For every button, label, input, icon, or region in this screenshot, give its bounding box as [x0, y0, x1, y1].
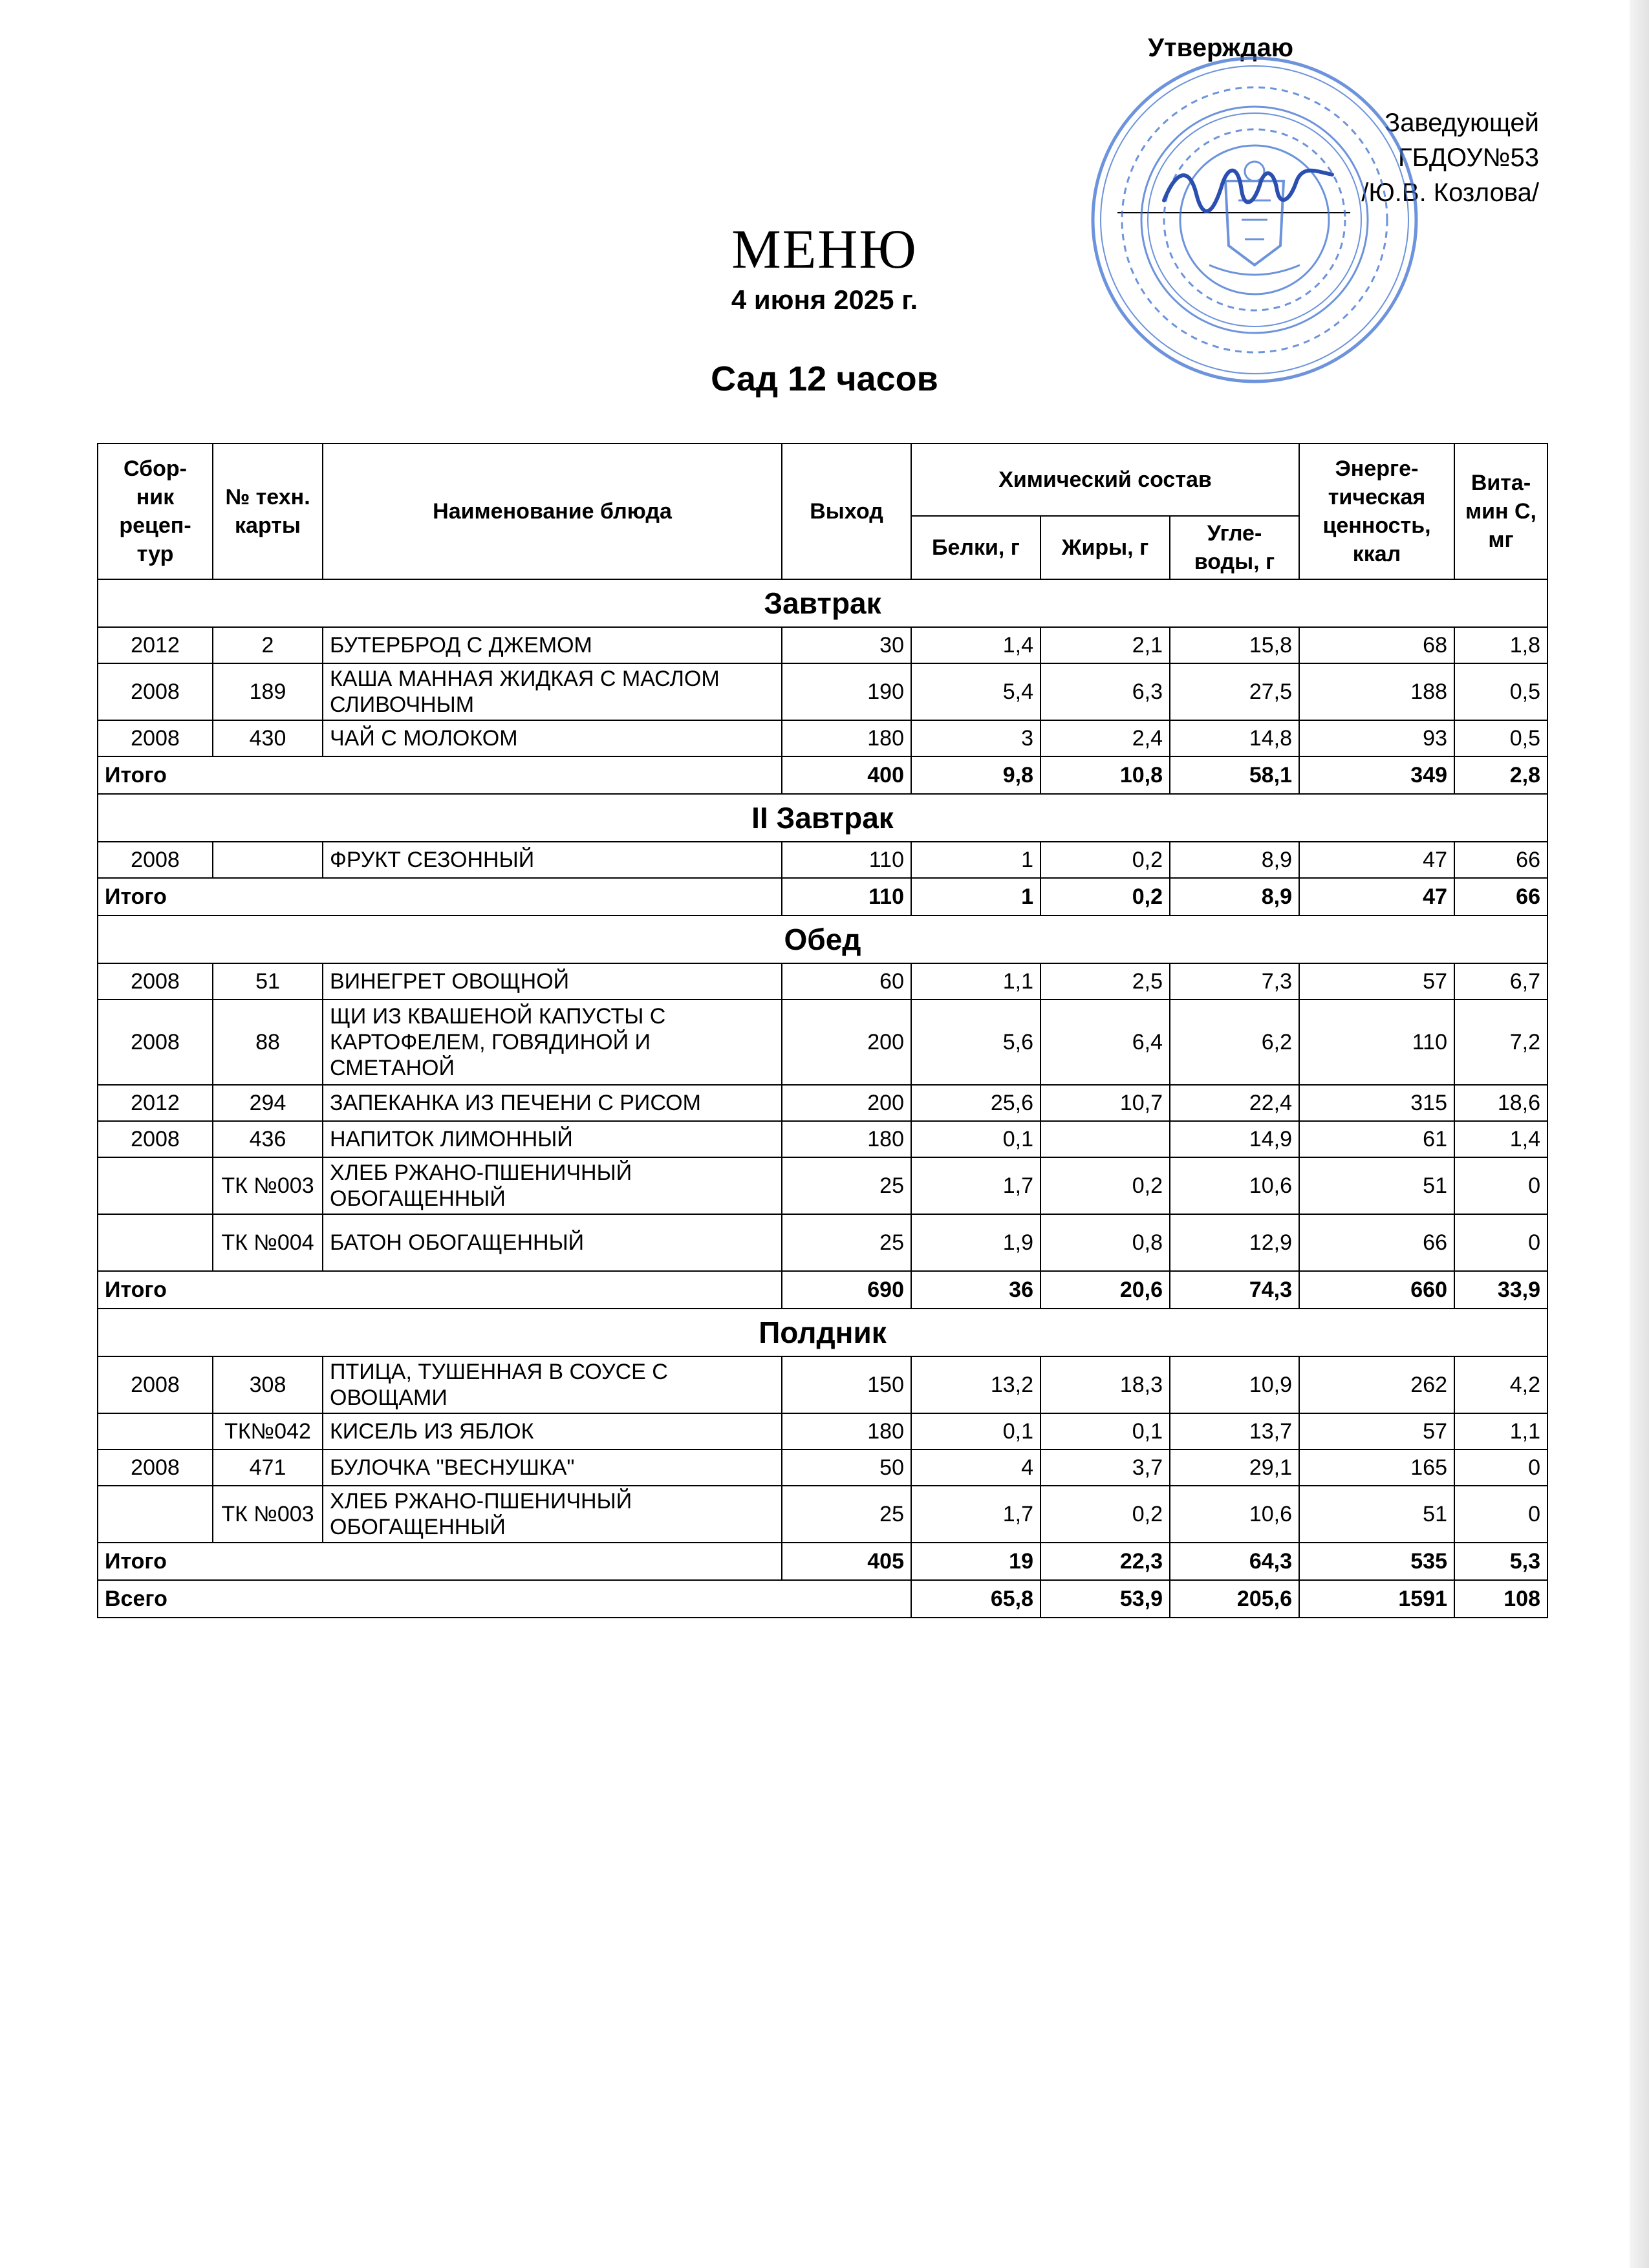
- cell-vitamin: 18,6: [1454, 1085, 1547, 1121]
- cell-collection: 2008: [98, 663, 213, 720]
- cell-vitamin: 7,2: [1454, 1000, 1547, 1085]
- table-row: [98, 963, 1547, 1000]
- grand-total-energy: 1591: [1299, 1580, 1454, 1618]
- cell-carbs: 7,3: [1170, 963, 1299, 1000]
- cell-protein: 4: [911, 1450, 1040, 1486]
- cell-vitamin: 4,2: [1454, 1356, 1547, 1413]
- cell-energy: 57: [1299, 963, 1454, 1000]
- total-label: Итого: [98, 756, 782, 794]
- cell-card: 2: [213, 627, 323, 663]
- section-title: Обед: [98, 915, 1547, 963]
- total-row: [98, 1543, 1547, 1580]
- total-energy: 660: [1299, 1271, 1454, 1309]
- cell-carbs: 12,9: [1170, 1214, 1299, 1271]
- cell-yield: 25: [782, 1214, 911, 1271]
- total-yield: 400: [782, 756, 911, 794]
- cell-fat: 0,2: [1040, 1157, 1170, 1214]
- cell-carbs: 10,6: [1170, 1486, 1299, 1543]
- cell-dish: НАПИТОК ЛИМОННЫЙ: [323, 1121, 782, 1157]
- cell-vitamin: 66: [1454, 842, 1547, 878]
- cell-yield: 150: [782, 1356, 911, 1413]
- col-vitamin: Вита-мин С, мг: [1454, 444, 1547, 579]
- section-row: [98, 1309, 1547, 1356]
- cell-carbs: 6,2: [1170, 1000, 1299, 1085]
- total-fat: 10,8: [1040, 756, 1170, 794]
- total-vitamin: 66: [1454, 878, 1547, 915]
- cell-protein: 0,1: [911, 1413, 1040, 1450]
- cell-vitamin: 0,5: [1454, 720, 1547, 756]
- cell-energy: 47: [1299, 842, 1454, 878]
- cell-dish: БАТОН ОБОГАЩЕННЫЙ: [323, 1214, 782, 1271]
- cell-collection: [98, 1157, 213, 1214]
- cell-vitamin: 6,7: [1454, 963, 1547, 1000]
- cell-fat: 6,3: [1040, 663, 1170, 720]
- table-row: [98, 1000, 1547, 1085]
- total-protein: 1: [911, 878, 1040, 915]
- table-row: [98, 1450, 1547, 1486]
- cell-collection: 2012: [98, 627, 213, 663]
- total-energy: 349: [1299, 756, 1454, 794]
- cell-collection: [98, 1214, 213, 1271]
- cell-protein: 1,4: [911, 627, 1040, 663]
- total-label: Итого: [98, 878, 782, 915]
- total-carbs: 58,1: [1170, 756, 1299, 794]
- cell-fat: [1040, 1121, 1170, 1157]
- cell-energy: 66: [1299, 1214, 1454, 1271]
- cell-dish: КИСЕЛЬ ИЗ ЯБЛОК: [323, 1413, 782, 1450]
- cell-carbs: 15,8: [1170, 627, 1299, 663]
- total-carbs: 8,9: [1170, 878, 1299, 915]
- scan-edge: [1630, 0, 1649, 2268]
- cell-fat: 10,7: [1040, 1085, 1170, 1121]
- cell-fat: 2,5: [1040, 963, 1170, 1000]
- cell-carbs: 22,4: [1170, 1085, 1299, 1121]
- cell-dish: ЗАПЕКАНКА ИЗ ПЕЧЕНИ С РИСОМ: [323, 1085, 782, 1121]
- cell-card: 430: [213, 720, 323, 756]
- cell-yield: 25: [782, 1486, 911, 1543]
- cell-carbs: 14,9: [1170, 1121, 1299, 1157]
- approval-title: Утверждаю: [1148, 34, 1293, 62]
- col-energy: Энерге-тическая ценность, ккал: [1299, 444, 1454, 579]
- table-row: [98, 627, 1547, 663]
- cell-vitamin: 1,8: [1454, 627, 1547, 663]
- cell-card: [213, 842, 323, 878]
- section-title: Полдник: [98, 1309, 1547, 1356]
- cell-energy: 51: [1299, 1157, 1454, 1214]
- total-row: [98, 1271, 1547, 1309]
- cell-energy: 315: [1299, 1085, 1454, 1121]
- cell-card: ТК №004: [213, 1214, 323, 1271]
- cell-protein: 1,1: [911, 963, 1040, 1000]
- cell-carbs: 8,9: [1170, 842, 1299, 878]
- cell-collection: 2008: [98, 1121, 213, 1157]
- cell-protein: 0,1: [911, 1121, 1040, 1157]
- cell-collection: 2008: [98, 1000, 213, 1085]
- cell-energy: 61: [1299, 1121, 1454, 1157]
- grand-total-carbs: 205,6: [1170, 1580, 1299, 1618]
- approval-signer: /Ю.В. Козлова/: [1361, 178, 1539, 207]
- total-yield: 405: [782, 1543, 911, 1580]
- cell-collection: 2008: [98, 963, 213, 1000]
- col-protein: Белки, г: [911, 516, 1040, 579]
- cell-fat: 3,7: [1040, 1450, 1170, 1486]
- cell-fat: 2,1: [1040, 627, 1170, 663]
- cell-yield: 30: [782, 627, 911, 663]
- cell-yield: 190: [782, 663, 911, 720]
- cell-carbs: 10,9: [1170, 1356, 1299, 1413]
- cell-collection: 2008: [98, 1356, 213, 1413]
- total-carbs: 74,3: [1170, 1271, 1299, 1309]
- section-row: [98, 579, 1547, 627]
- cell-yield: 200: [782, 1000, 911, 1085]
- cell-yield: 110: [782, 842, 911, 878]
- cell-dish: ХЛЕБ РЖАНО-ПШЕНИЧНЫЙ ОБОГАЩЕННЫЙ: [323, 1157, 782, 1214]
- cell-collection: [98, 1413, 213, 1450]
- cell-fat: 0,2: [1040, 1486, 1170, 1543]
- total-yield: 690: [782, 1271, 911, 1309]
- cell-collection: [98, 1486, 213, 1543]
- cell-collection: 2008: [98, 1450, 213, 1486]
- total-fat: 0,2: [1040, 878, 1170, 915]
- cell-protein: 1,7: [911, 1486, 1040, 1543]
- cell-card: ТК №003: [213, 1157, 323, 1214]
- section-title: Завтрак: [98, 579, 1547, 627]
- table-row: [98, 1356, 1547, 1413]
- cell-energy: 57: [1299, 1413, 1454, 1450]
- cell-yield: 180: [782, 1413, 911, 1450]
- cell-vitamin: 0: [1454, 1214, 1547, 1271]
- cell-card: 308: [213, 1356, 323, 1413]
- table-row: [98, 1085, 1547, 1121]
- cell-protein: 1: [911, 842, 1040, 878]
- table-row: [98, 720, 1547, 756]
- cell-fat: 0,1: [1040, 1413, 1170, 1450]
- cell-dish: КАША МАННАЯ ЖИДКАЯ С МАСЛОМ СЛИВОЧНЫМ: [323, 663, 782, 720]
- cell-collection: 2012: [98, 1085, 213, 1121]
- cell-card: 189: [213, 663, 323, 720]
- cell-dish: ПТИЦА, ТУШЕННАЯ В СОУСЕ С ОВОЩАМИ: [323, 1356, 782, 1413]
- cell-vitamin: 0: [1454, 1157, 1547, 1214]
- total-protein: 36: [911, 1271, 1040, 1309]
- cell-card: ТК №003: [213, 1486, 323, 1543]
- table-row: [98, 663, 1547, 720]
- cell-vitamin: 0: [1454, 1450, 1547, 1486]
- cell-protein: 1,9: [911, 1214, 1040, 1271]
- approval-position: Заведующей: [1385, 109, 1539, 137]
- total-protein: 19: [911, 1543, 1040, 1580]
- menu-group: Сад 12 часов: [711, 359, 938, 398]
- total-row: [98, 878, 1547, 915]
- cell-card: 436: [213, 1121, 323, 1157]
- cell-protein: 5,4: [911, 663, 1040, 720]
- cell-dish: ЧАЙ С МОЛОКОМ: [323, 720, 782, 756]
- cell-protein: 3: [911, 720, 1040, 756]
- cell-dish: БУЛОЧКА "ВЕСНУШКА": [323, 1450, 782, 1486]
- grand-total-vitamin: 108: [1454, 1580, 1547, 1618]
- cell-dish: ХЛЕБ РЖАНО-ПШЕНИЧНЫЙ ОБОГАЩЕННЫЙ: [323, 1486, 782, 1543]
- grand-total-fat: 53,9: [1040, 1580, 1170, 1618]
- total-row: [98, 756, 1547, 794]
- total-carbs: 64,3: [1170, 1543, 1299, 1580]
- cell-card: 294: [213, 1085, 323, 1121]
- cell-yield: 50: [782, 1450, 911, 1486]
- cell-protein: 5,6: [911, 1000, 1040, 1085]
- handwritten-signature-icon: [1158, 155, 1339, 226]
- cell-carbs: 27,5: [1170, 663, 1299, 720]
- total-vitamin: 2,8: [1454, 756, 1547, 794]
- cell-energy: 165: [1299, 1450, 1454, 1486]
- col-collection: Сбор-ник рецеп-тур: [98, 444, 213, 579]
- total-vitamin: 33,9: [1454, 1271, 1547, 1309]
- cell-energy: 68: [1299, 627, 1454, 663]
- cell-card: 88: [213, 1000, 323, 1085]
- total-label: Итого: [98, 1271, 782, 1309]
- table-row: [98, 842, 1547, 878]
- cell-protein: 13,2: [911, 1356, 1040, 1413]
- page-title: МЕНЮ: [731, 218, 918, 280]
- section-row: [98, 915, 1547, 963]
- section-row: [98, 794, 1547, 842]
- table-row: [98, 1121, 1547, 1157]
- total-yield: 110: [782, 878, 911, 915]
- cell-vitamin: 1,1: [1454, 1413, 1547, 1450]
- cell-collection: 2008: [98, 720, 213, 756]
- cell-energy: 262: [1299, 1356, 1454, 1413]
- menu-date: 4 июня 2025 г.: [731, 284, 918, 315]
- cell-vitamin: 0,5: [1454, 663, 1547, 720]
- cell-yield: 25: [782, 1157, 911, 1214]
- total-fat: 20,6: [1040, 1271, 1170, 1309]
- cell-card: 51: [213, 963, 323, 1000]
- cell-energy: 188: [1299, 663, 1454, 720]
- table-row: [98, 1413, 1547, 1450]
- approval-organization: ГБДОУ№53: [1397, 144, 1539, 172]
- cell-protein: 1,7: [911, 1157, 1040, 1214]
- cell-dish: ЩИ ИЗ КВАШЕНОЙ КАПУСТЫ С КАРТОФЕЛЕМ, ГОВЯДИНОЙ И СМЕТАНОЙ: [323, 1000, 782, 1085]
- section-title: II Завтрак: [98, 794, 1547, 842]
- grand-total-protein: 65,8: [911, 1580, 1040, 1618]
- cell-vitamin: 1,4: [1454, 1121, 1547, 1157]
- cell-fat: 0,8: [1040, 1214, 1170, 1271]
- col-dish: Наименование блюда: [323, 444, 782, 579]
- cell-carbs: 14,8: [1170, 720, 1299, 756]
- grand-total-row: [98, 1580, 1547, 1618]
- cell-card: ТК№042: [213, 1413, 323, 1450]
- cell-card: 471: [213, 1450, 323, 1486]
- total-fat: 22,3: [1040, 1543, 1170, 1580]
- table-row: [98, 1157, 1547, 1214]
- cell-dish: БУТЕРБРОД С ДЖЕМОМ: [323, 627, 782, 663]
- cell-fat: 18,3: [1040, 1356, 1170, 1413]
- total-label: Итого: [98, 1543, 782, 1580]
- cell-carbs: 29,1: [1170, 1450, 1299, 1486]
- col-fat: Жиры, г: [1040, 516, 1170, 579]
- cell-energy: 93: [1299, 720, 1454, 756]
- col-carbs: Угле-воды, г: [1170, 516, 1299, 579]
- cell-dish: ФРУКТ СЕЗОННЫЙ: [323, 842, 782, 878]
- grand-total-label: Всего: [98, 1580, 911, 1618]
- table-row: [98, 1214, 1547, 1271]
- cell-dish: ВИНЕГРЕТ ОВОЩНОЙ: [323, 963, 782, 1000]
- cell-energy: 51: [1299, 1486, 1454, 1543]
- cell-vitamin: 0: [1454, 1486, 1547, 1543]
- col-yield: Выход: [782, 444, 911, 579]
- cell-fat: 2,4: [1040, 720, 1170, 756]
- menu-table: [97, 443, 1548, 1618]
- cell-carbs: 10,6: [1170, 1157, 1299, 1214]
- cell-energy: 110: [1299, 1000, 1454, 1085]
- cell-yield: 60: [782, 963, 911, 1000]
- menu-body: [98, 579, 1547, 1618]
- total-energy: 47: [1299, 878, 1454, 915]
- total-protein: 9,8: [911, 756, 1040, 794]
- cell-fat: 6,4: [1040, 1000, 1170, 1085]
- col-chemical: Химический состав: [911, 444, 1299, 516]
- cell-fat: 0,2: [1040, 842, 1170, 878]
- cell-carbs: 13,7: [1170, 1413, 1299, 1450]
- total-vitamin: 5,3: [1454, 1543, 1547, 1580]
- cell-yield: 180: [782, 1121, 911, 1157]
- table-row: [98, 1486, 1547, 1543]
- cell-yield: 200: [782, 1085, 911, 1121]
- cell-yield: 180: [782, 720, 911, 756]
- total-energy: 535: [1299, 1543, 1454, 1580]
- cell-collection: 2008: [98, 842, 213, 878]
- col-card: № техн. карты: [213, 444, 323, 579]
- cell-protein: 25,6: [911, 1085, 1040, 1121]
